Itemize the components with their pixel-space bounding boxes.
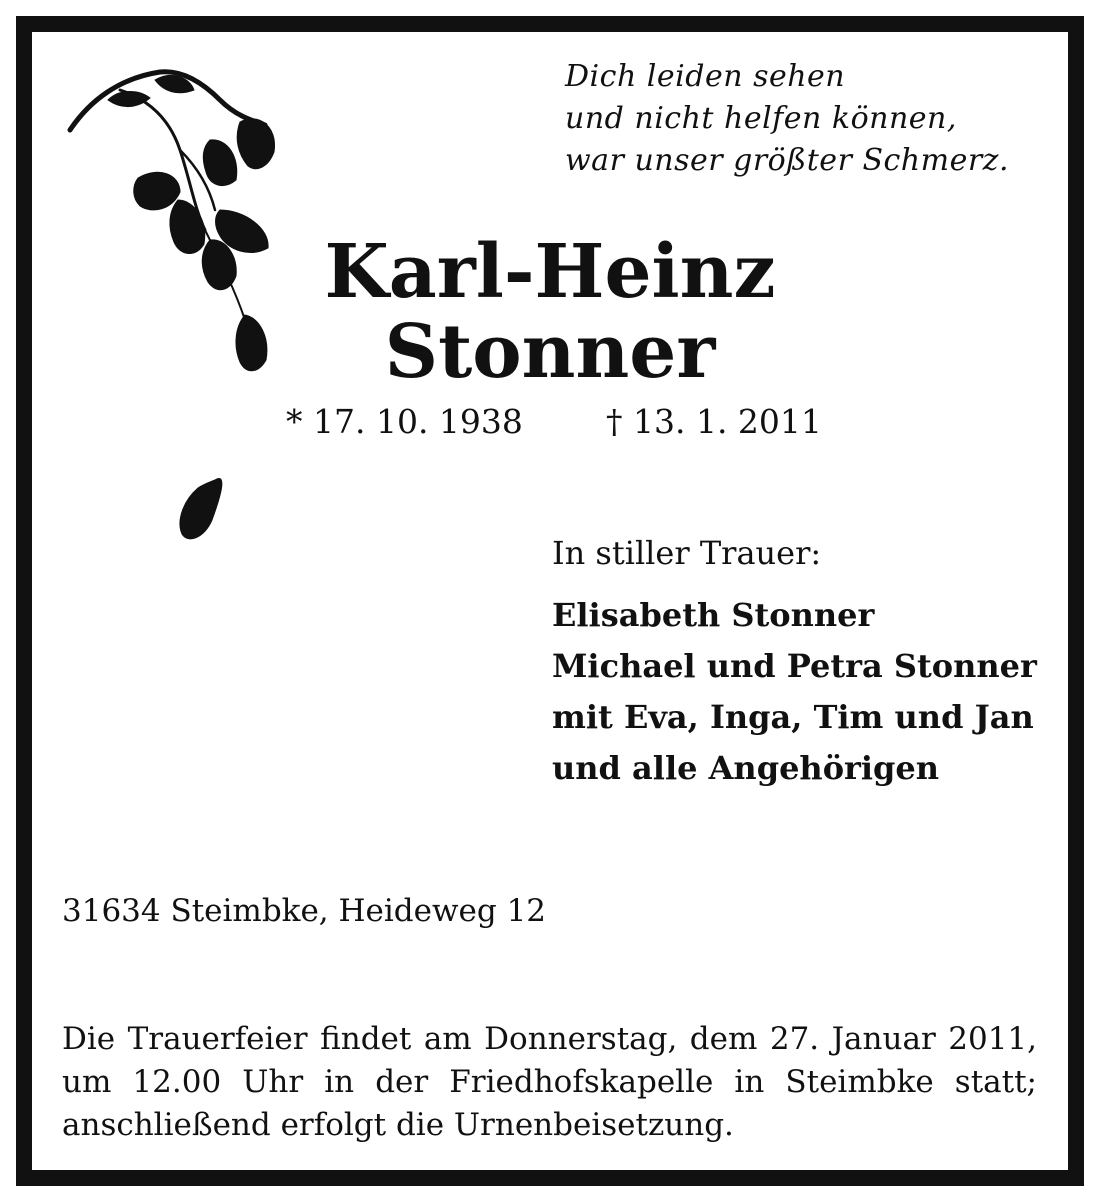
deceased-first-name: Karl-Heinz: [324, 229, 776, 315]
mourner-line: mit Eva, Inga, Tim und Jan: [552, 698, 1034, 736]
poem-line: und nicht helfen können,: [565, 101, 957, 136]
death-date: † 13. 1. 2011: [606, 402, 822, 441]
poem: [565, 56, 1065, 182]
ceremony-info: Die Trauerfeier findet am Donnerstag, dem 27. Januar 2011, um 12.00 Uhr in der Friedhofskapelle in Steimbke statt; anschließend erfolgt die Urnenbeisetzung.: [62, 1021, 1037, 1143]
mourners-list: [552, 590, 1037, 794]
deceased-name: [290, 229, 810, 395]
poem-line: Dich leiden sehen: [565, 59, 846, 94]
mourner-line: Michael und Petra Stonner: [552, 647, 1037, 685]
mourner-line: Elisabeth Stonner: [552, 596, 875, 634]
mourning-label: In stiller Trauer:: [552, 534, 822, 572]
poem-line: war unser größter Schmerz.: [565, 143, 1010, 178]
address: 31634 Steimbke, Heideweg 12: [62, 893, 547, 929]
birch-branch-icon: [60, 60, 290, 560]
deceased-last-name: Stonner: [384, 309, 716, 395]
mourner-line: und alle Angehörigen: [552, 749, 940, 787]
birth-date: * 17. 10. 1938: [286, 402, 523, 441]
